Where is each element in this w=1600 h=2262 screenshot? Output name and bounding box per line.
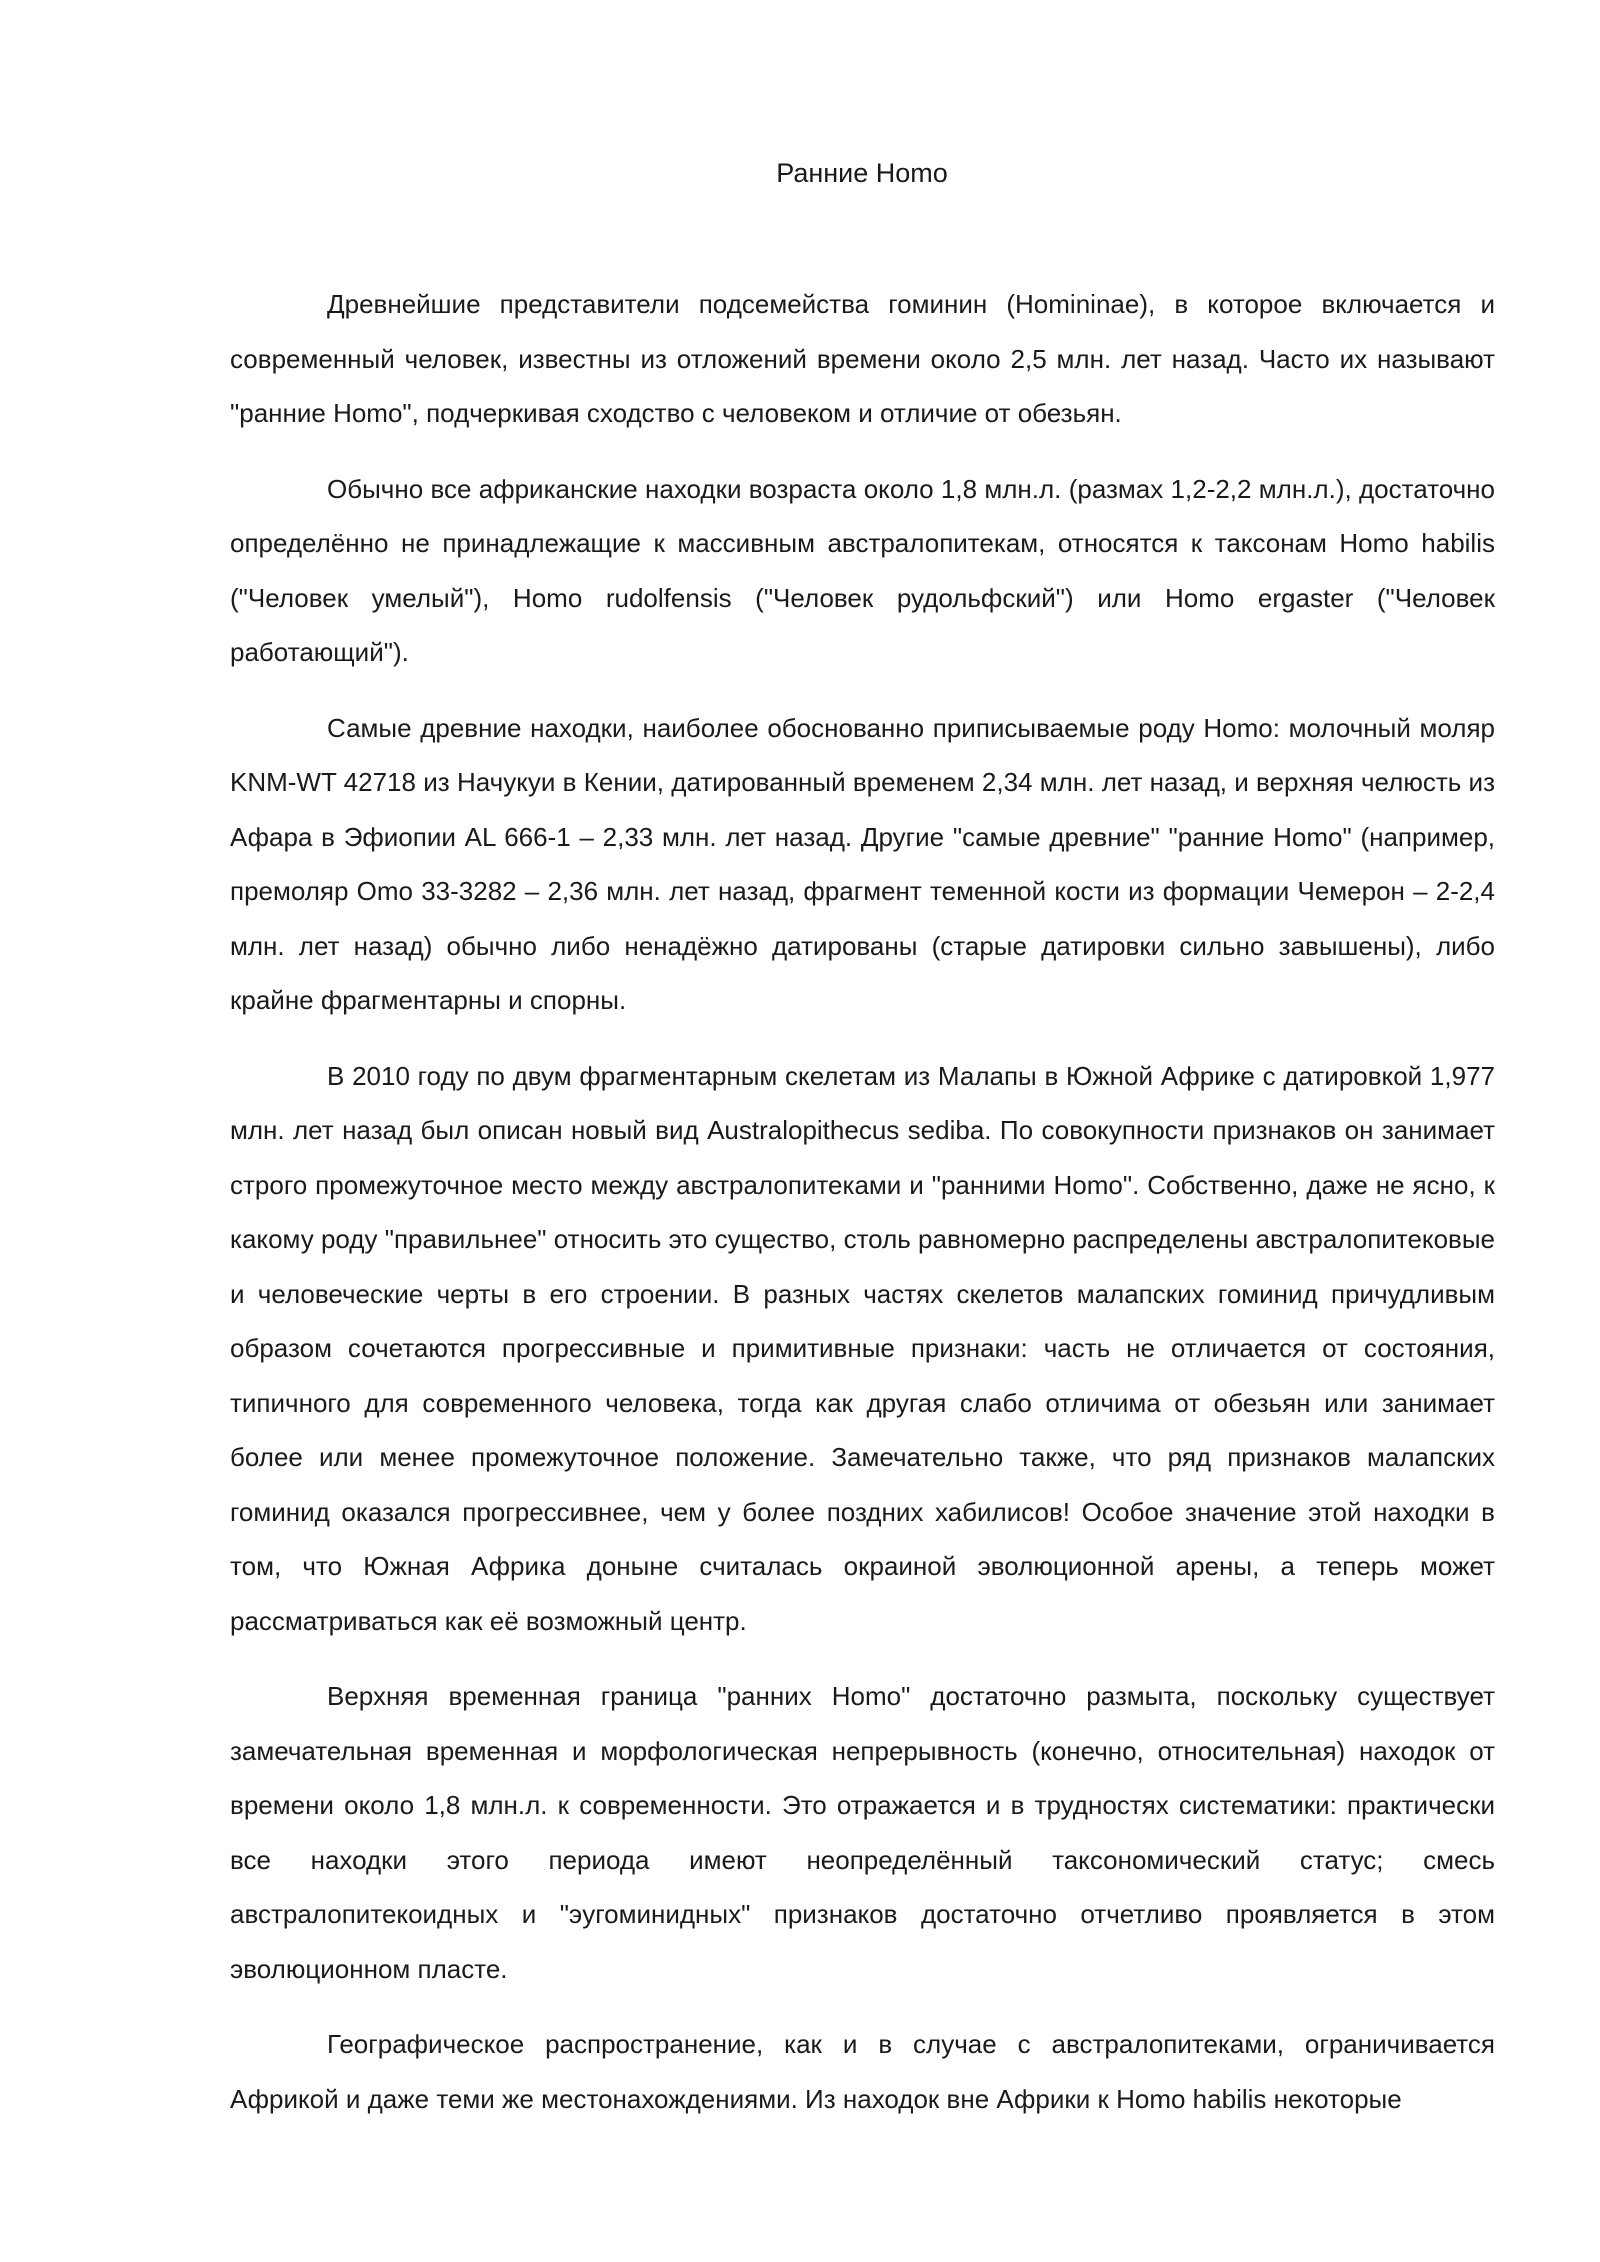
paragraph: Самые древние находки, наиболее обоснованно приписываемые роду Homo: молочный моляр KNM-WT 42718 из Начукуи в Кении, датированный временем 2,34 млн. лет назад, и верхняя челюсть из Афара в Эфиопии AL 666-1 – 2,33 млн. лет назад. Другие "самые древние" "ранние Homo" (например, премоляр Omo 33-3282 – 2,36 млн. лет назад, фрагмент теменной кости из формации Чемерон – 2-2,4 млн. лет назад) обычно либо ненадёжно датированы (старые датировки сильно завышены), либо крайне фрагментарны и спорны. (230, 712, 1495, 1015)
paragraph: Географическое распространение, как и в случае с австралопитеками, ограничивается Африкой и даже теми же местонахождениями. Из находок вне Африки к Homo habilis некоторые (230, 2029, 1495, 2114)
paragraph: Древнейшие представители подсемейства гоминин (Homininae), в которое включается и современный человек, известны из отложений времени около 2,5 млн. лет назад. Часто их называют "ранние Homo", подчеркивая сходство с человеком и отличие от обезьян. (230, 289, 1495, 428)
paragraph: Верхняя временная граница "ранних Homo" достаточно размыта, поскольку существует замечательная временная и морфологическая непрерывность (конечно, относительная) находок от времени около 1,8 млн.л. к современности. Это отражается и в трудностях систематики: практически все находки этого периода имеют неопределённый таксономический статус; смесь австралопитекоидных и "эугоминидных" признаков достаточно отчетливо проявляется в этом эволюционном пласте. (230, 1681, 1495, 1984)
document-body (230, 277, 1495, 2147)
paragraph: Обычно все африканские находки возраста около 1,8 млн.л. (размах 1,2-2,2 млн.л.), достаточно определённо не принадлежащие к массивным австралопитекам, относятся к таксонам Homo habilis ("Человек умелый"), Homo rudolfensis ("Человек рудольфский") или Homo ergaster ("Человек работающий"). (230, 473, 1495, 667)
paragraph: В 2010 году по двум фрагментарным скелетам из Малапы в Южной Африке с датировкой 1,977 млн. лет назад был описан новый вид Australopithecus sediba. По совокупности признаков он занимает строго промежуточное место между австралопитеками и "ранними Homo". Собственно, даже не ясно, к какому роду "правильнее" относить это существо, столь равномерно распределены австралопитековые и человеческие черты в его строении. В разных частях скелетов малапских гоминид причудливым образом сочетаются прогрессивные и примитивные признаки: часть не отличается от состояния, типичного для современного человека, тогда как другая слабо отличима от обезьян или занимает более или менее промежуточное положение. Замечательно также, что ряд признаков малапских гоминид оказался прогрессивнее, чем у более поздних хабилисов! Особое значение этой находки в том, что Южная Африка доныне считалась окраиной эволюционной арены, а теперь может рассматриваться как её возможный центр. (230, 1060, 1495, 1636)
document-title: Ранние Homo (776, 158, 948, 188)
